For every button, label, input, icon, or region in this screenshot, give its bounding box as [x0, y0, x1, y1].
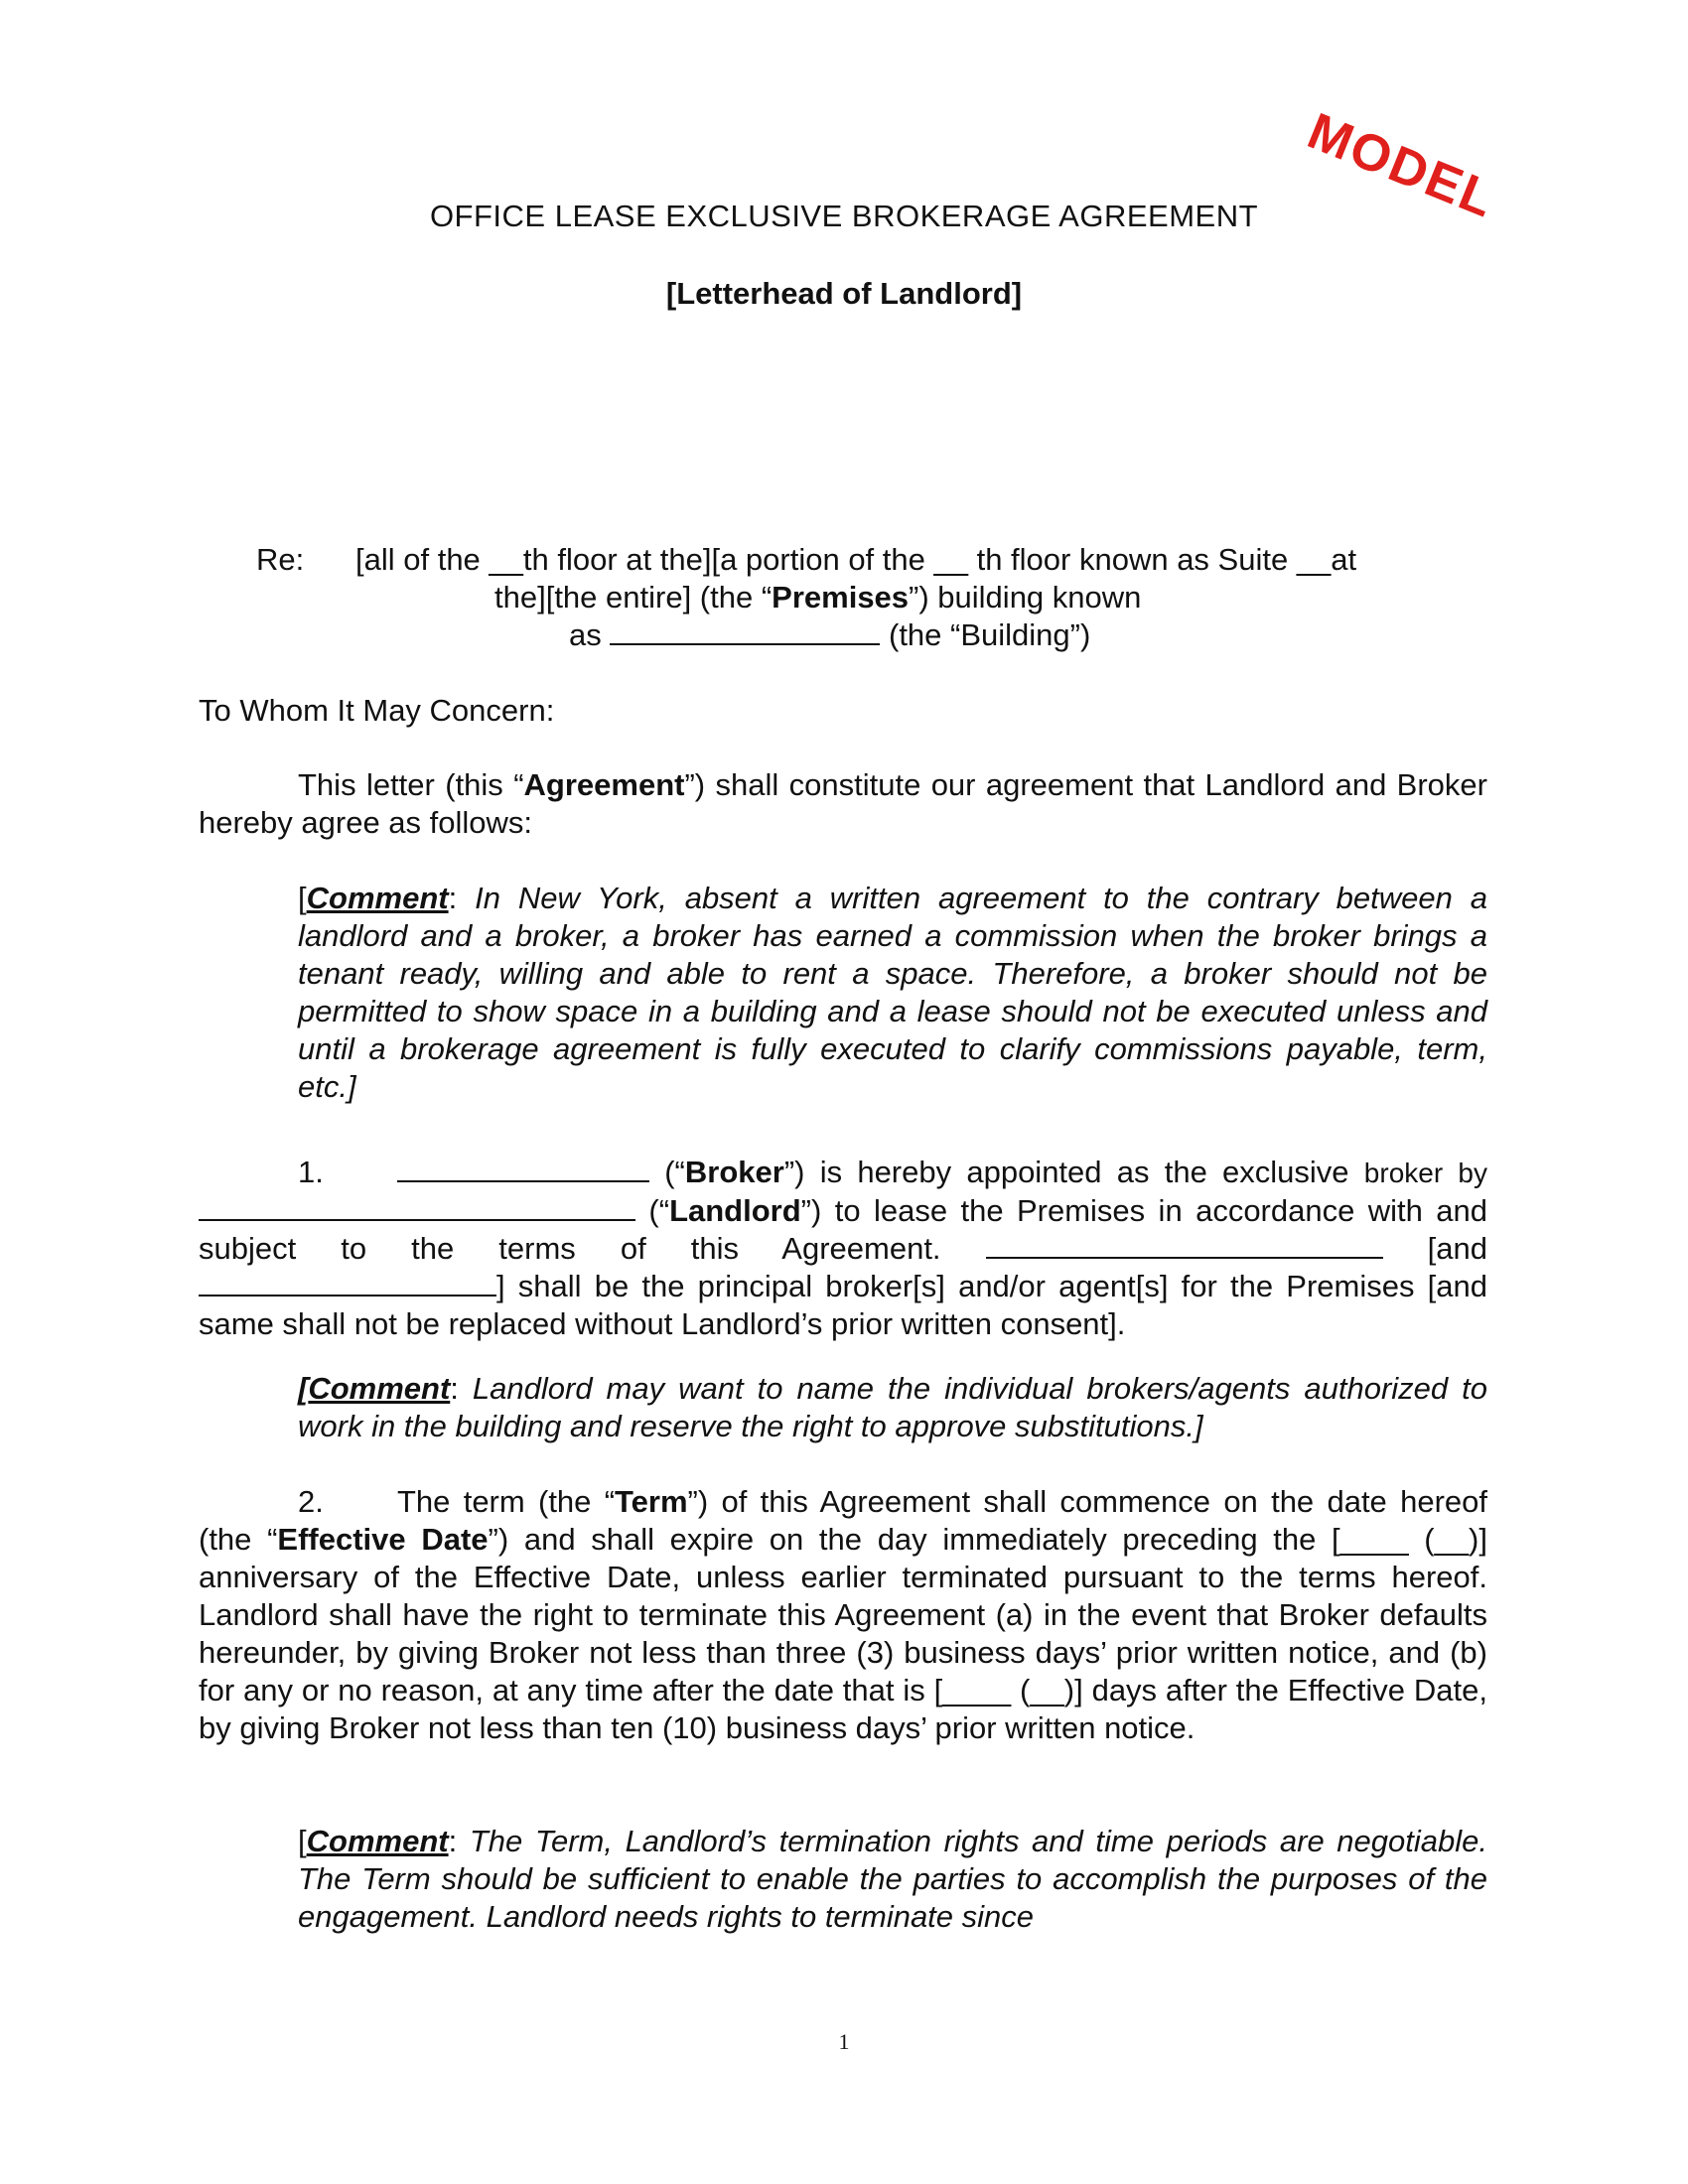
broker-name-blank — [397, 1155, 649, 1182]
comment-1 — [298, 880, 1487, 1106]
re-label: Re: — [256, 542, 305, 577]
broker-word: broker — [1363, 1158, 1444, 1188]
agent-name-blank-2 — [199, 1269, 496, 1297]
comment-3-label: [Comment: — [298, 1824, 458, 1858]
section-2: 2. The term (the “Term”) of this Agreement shall commence on the date hereof (the “Effective Date”) and shall expire on the day immediately preceding the [____ (__)] anniversary of the Effective Date, unless earlier terminated pursuant to the terms hereof. Landlord shall have the right to terminate this Agreement (a) in the event that Broker defaults hereunder, by giving Broker not less than three (3) business days’ prior written notice, and (b) for any or no reason, at any time after the date that is [____ (__)] days after the Effective Date, by giving Broker not less than ten (10) business days’ prior written notice. — [199, 1484, 1487, 1745]
document-title: OFFICE LEASE EXCLUSIVE BROKERAGE AGREEMENT — [429, 199, 1259, 233]
salutation: To Whom It May Concern: — [199, 693, 555, 728]
comment-2-text: Landlord may want to name the individual brokers/agents authorized to work in the building and reserve the right to approve substitutions.] — [298, 1371, 1487, 1443]
model-stamp: MODEL — [1300, 102, 1504, 229]
landlord-name-blank — [199, 1193, 635, 1221]
by-word: by — [1458, 1158, 1487, 1188]
landlord-term: Landlord — [669, 1193, 801, 1228]
page-number: 1 — [838, 2029, 850, 2054]
comment-2 — [298, 1370, 1487, 1445]
term-term: Term — [615, 1484, 688, 1519]
agreement-term: Agreement — [523, 767, 685, 802]
comment-1-text: In New York, absent a written agreement to the contrary between a landlord and a broker, a broker has earned a commission when the broker brings a tenant ready, willing and able to rent a space. Therefore, a broker should not be permitted to show space in a building and a lease should not be executed unless and until a brokerage agreement is fully executed to clarify commissions payable, term, etc.] — [298, 881, 1487, 1104]
section-1: 1. (“Broker”) is hereby appointed as the exclusive broker by (“Landlord”) to lease the Premises in accordance with and subject to the terms of this Agreement. [and ] shall be the principal broker[s] and/or agent[s] for the Premises [and same shall not be replaced without Landlord’s prior written consent]. — [199, 1155, 1487, 1341]
comment-1-label: [Comment: — [298, 881, 458, 915]
agent-name-blank-1 — [986, 1231, 1383, 1259]
re-line-2-text: the][the entire] (the “ — [494, 580, 773, 614]
intro-text: This letter (this “ — [298, 767, 524, 802]
letterhead-placeholder: [Letterhead of Landlord] — [665, 276, 1023, 311]
intro-paragraph — [199, 766, 1487, 842]
re-line-3-text-end: (the “Building”) — [889, 617, 1091, 652]
re-line-3 — [355, 616, 1438, 654]
premises-term: Premises — [772, 580, 910, 614]
section-1-number: 1. — [298, 1155, 324, 1189]
comment-3-text: The Term, Landlord’s termination rights and time periods are negotiable. The Term should be sufficient to enable the parties to accomplish the purposes of the engagement. Landlord needs rights to terminate since — [298, 1824, 1487, 1934]
re-line-1: [all of the __th floor at the][a portion of the __ th floor known as Suite __at — [355, 542, 1357, 577]
building-name-blank — [610, 617, 880, 645]
re-line-3-text: as — [569, 617, 602, 652]
comment-3 — [298, 1823, 1487, 1936]
section-2-number: 2. — [298, 1484, 324, 1519]
broker-term: Broker — [684, 1155, 784, 1189]
re-line-2 — [355, 579, 1438, 616]
intro-text-end: ”) shall constitute our agreement that Landlord and Broker hereby agree as follows: — [199, 767, 1487, 840]
effective-date-term: Effective Date — [277, 1522, 489, 1557]
re-line-2-text-end: ”) building known — [909, 580, 1142, 614]
comment-2-label: [Comment: — [298, 1371, 459, 1406]
re-block — [355, 541, 1438, 654]
